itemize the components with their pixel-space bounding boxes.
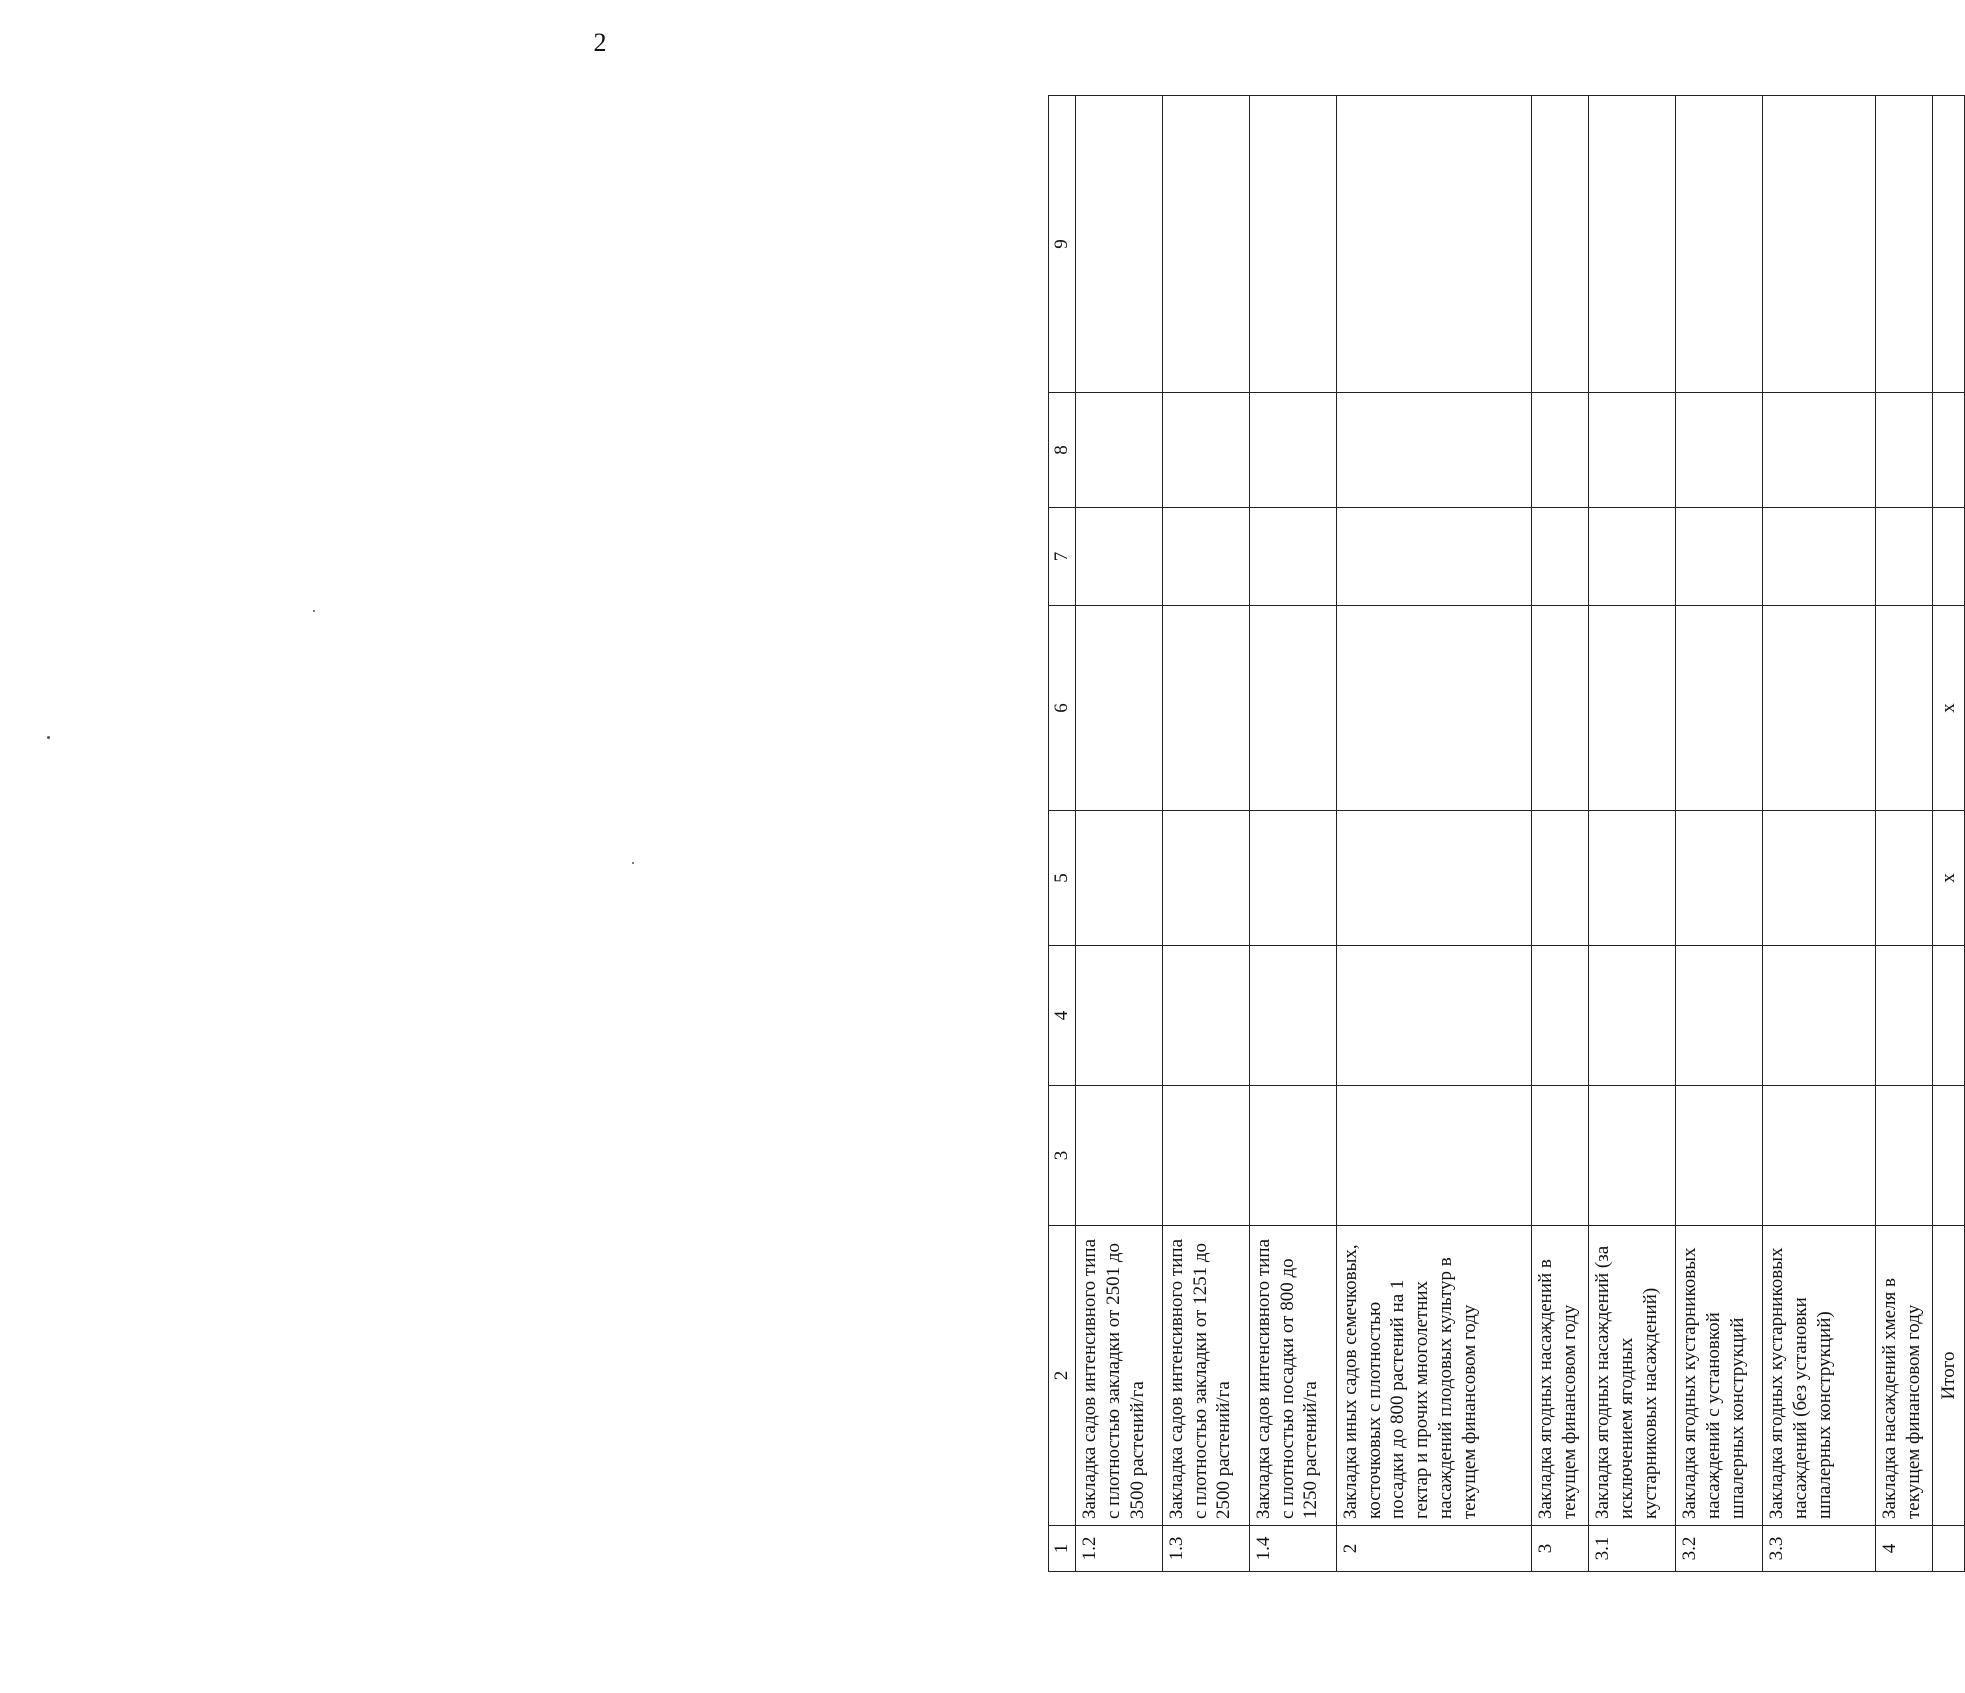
data-table (1048, 95, 1965, 1572)
header-cell-8: 8 (1049, 393, 1076, 508)
value-cell-col-8 (1876, 393, 1933, 508)
value-cell-col-4 (1876, 946, 1933, 1086)
value-cell-col-4 (1162, 946, 1249, 1086)
value-cell-col-4 (1933, 946, 1965, 1086)
table-row (1589, 96, 1676, 1572)
header-cell-4: 4 (1049, 946, 1076, 1086)
row-name-cell: Закладка иных садов семечковых, косточковых с плотностью посадки до 800 растений на 1 гектар и прочих многолетних насаждений плодовых культур в текущем финансовом году (1336, 1226, 1532, 1526)
row-number-cell: 1.2 (1076, 1526, 1163, 1572)
value-cell-col-3 (1589, 1086, 1676, 1226)
value-cell-col-9 (1249, 96, 1336, 393)
value-cell-col-8 (1162, 393, 1249, 508)
row-number-cell: 3 (1532, 1526, 1589, 1572)
value-cell-col-9 (1532, 96, 1589, 393)
value-cell-col-6: x (1933, 606, 1965, 811)
value-cell-col-8 (1532, 393, 1589, 508)
table-row (1249, 96, 1336, 1572)
value-cell-col-8 (1076, 393, 1163, 508)
value-cell-col-9 (1336, 96, 1532, 393)
row-name-cell: Закладка насаждений хмеля в текущем финансовом году (1876, 1226, 1933, 1526)
value-cell-col-9 (1076, 96, 1163, 393)
value-cell-col-8 (1676, 393, 1763, 508)
value-cell-col-8 (1336, 393, 1532, 508)
value-cell-col-7 (1162, 508, 1249, 606)
value-cell-col-5 (1249, 811, 1336, 946)
value-cell-col-4 (1763, 946, 1876, 1086)
table-row (1162, 96, 1249, 1572)
row-number-cell: 1.4 (1249, 1526, 1336, 1572)
value-cell-col-4 (1076, 946, 1163, 1086)
value-cell-col-6 (1532, 606, 1589, 811)
row-name-cell: Закладка ягодных кустарниковых насаждений с установкой шпалерных конструкций (1676, 1226, 1763, 1526)
rotated-table-container (1048, 96, 1965, 1572)
row-number-cell: 1.3 (1162, 1526, 1249, 1572)
value-cell-col-3 (1532, 1086, 1589, 1226)
value-cell-col-7 (1336, 508, 1532, 606)
value-cell-col-7 (1249, 508, 1336, 606)
value-cell-col-9 (1162, 96, 1249, 393)
value-cell-col-4 (1532, 946, 1589, 1086)
value-cell-col-6 (1249, 606, 1336, 811)
value-cell-col-9 (1676, 96, 1763, 393)
table-row (1676, 96, 1763, 1572)
value-cell-col-3 (1676, 1086, 1763, 1226)
value-cell-col-3 (1876, 1086, 1933, 1226)
scan-speck (632, 862, 634, 864)
value-cell-col-5 (1876, 811, 1933, 946)
row-number-cell (1933, 1526, 1965, 1572)
value-cell-col-7 (1532, 508, 1589, 606)
value-cell-col-5 (1589, 811, 1676, 946)
value-cell-col-3 (1162, 1086, 1249, 1226)
scan-speck (313, 610, 315, 612)
value-cell-col-8 (1933, 393, 1965, 508)
header-cell-9: 9 (1049, 96, 1076, 393)
value-cell-col-5 (1076, 811, 1163, 946)
value-cell-col-9 (1589, 96, 1676, 393)
value-cell-col-5 (1676, 811, 1763, 946)
row-name-cell: Закладка садов интенсивного типа с плотностью закладки от 2501 до 3500 растений/га (1076, 1226, 1163, 1526)
value-cell-col-9 (1933, 96, 1965, 393)
value-cell-col-7 (1676, 508, 1763, 606)
header-cell-3: 3 (1049, 1086, 1076, 1226)
page-number: 2 (593, 28, 607, 57)
header-cell-7: 7 (1049, 508, 1076, 606)
value-cell-col-5 (1162, 811, 1249, 946)
header-cell-2: 2 (1049, 1226, 1076, 1526)
table-row (1933, 96, 1965, 1572)
value-cell-col-9 (1763, 96, 1876, 393)
row-name-cell: Закладка ягодных насаждений (за исключением ягодных кустарниковых насаждений) (1589, 1226, 1676, 1526)
value-cell-col-8 (1589, 393, 1676, 508)
value-cell-col-6 (1676, 606, 1763, 811)
value-cell-col-5 (1532, 811, 1589, 946)
row-number-cell: 3.3 (1763, 1526, 1876, 1572)
row-name-cell: Закладка ягодных кустарниковых насаждений (без установки шпалерных конструкций) (1763, 1226, 1876, 1526)
row-name-cell: Закладка садов интенсивного типа с плотностью посадки от 800 до 1250 растений/га (1249, 1226, 1336, 1526)
header-cell-1: 1 (1049, 1526, 1076, 1572)
value-cell-col-8 (1763, 393, 1876, 508)
table-row (1076, 96, 1163, 1572)
value-cell-col-4 (1249, 946, 1336, 1086)
value-cell-col-5 (1763, 811, 1876, 946)
value-cell-col-3 (1249, 1086, 1336, 1226)
header-cell-5: 5 (1049, 811, 1076, 946)
row-name-cell: Итого (1933, 1226, 1965, 1526)
value-cell-col-7 (1876, 508, 1933, 606)
value-cell-col-4 (1336, 946, 1532, 1086)
value-cell-col-5: x (1933, 811, 1965, 946)
table-row (1532, 96, 1589, 1572)
row-number-cell: 2 (1336, 1526, 1532, 1572)
value-cell-col-6 (1336, 606, 1532, 811)
row-name-cell: Закладка ягодных насаждений в текущем финансовом году (1532, 1226, 1589, 1526)
value-cell-col-6 (1876, 606, 1933, 811)
value-cell-col-3 (1933, 1086, 1965, 1226)
value-cell-col-3 (1076, 1086, 1163, 1226)
header-cell-6: 6 (1049, 606, 1076, 811)
value-cell-col-5 (1336, 811, 1532, 946)
row-number-cell: 3.1 (1589, 1526, 1676, 1572)
row-number-cell: 4 (1876, 1526, 1933, 1572)
value-cell-col-7 (1933, 508, 1965, 606)
row-number-cell: 3.2 (1676, 1526, 1763, 1572)
header-row (1049, 96, 1076, 1572)
value-cell-col-6 (1076, 606, 1163, 811)
value-cell-col-8 (1249, 393, 1336, 508)
value-cell-col-9 (1876, 96, 1933, 393)
value-cell-col-7 (1763, 508, 1876, 606)
value-cell-col-6 (1162, 606, 1249, 811)
value-cell-col-6 (1763, 606, 1876, 811)
table-row (1876, 96, 1933, 1572)
value-cell-col-4 (1589, 946, 1676, 1086)
table-row (1336, 96, 1532, 1572)
table-row (1763, 96, 1876, 1572)
value-cell-col-3 (1336, 1086, 1532, 1226)
value-cell-col-3 (1763, 1086, 1876, 1226)
value-cell-col-6 (1589, 606, 1676, 811)
value-cell-col-7 (1589, 508, 1676, 606)
row-name-cell: Закладка садов интенсивного типа с плотностью закладки от 1251 до 2500 растений/га (1162, 1226, 1249, 1526)
value-cell-col-7 (1076, 508, 1163, 606)
scan-speck (47, 736, 50, 739)
value-cell-col-4 (1676, 946, 1763, 1086)
